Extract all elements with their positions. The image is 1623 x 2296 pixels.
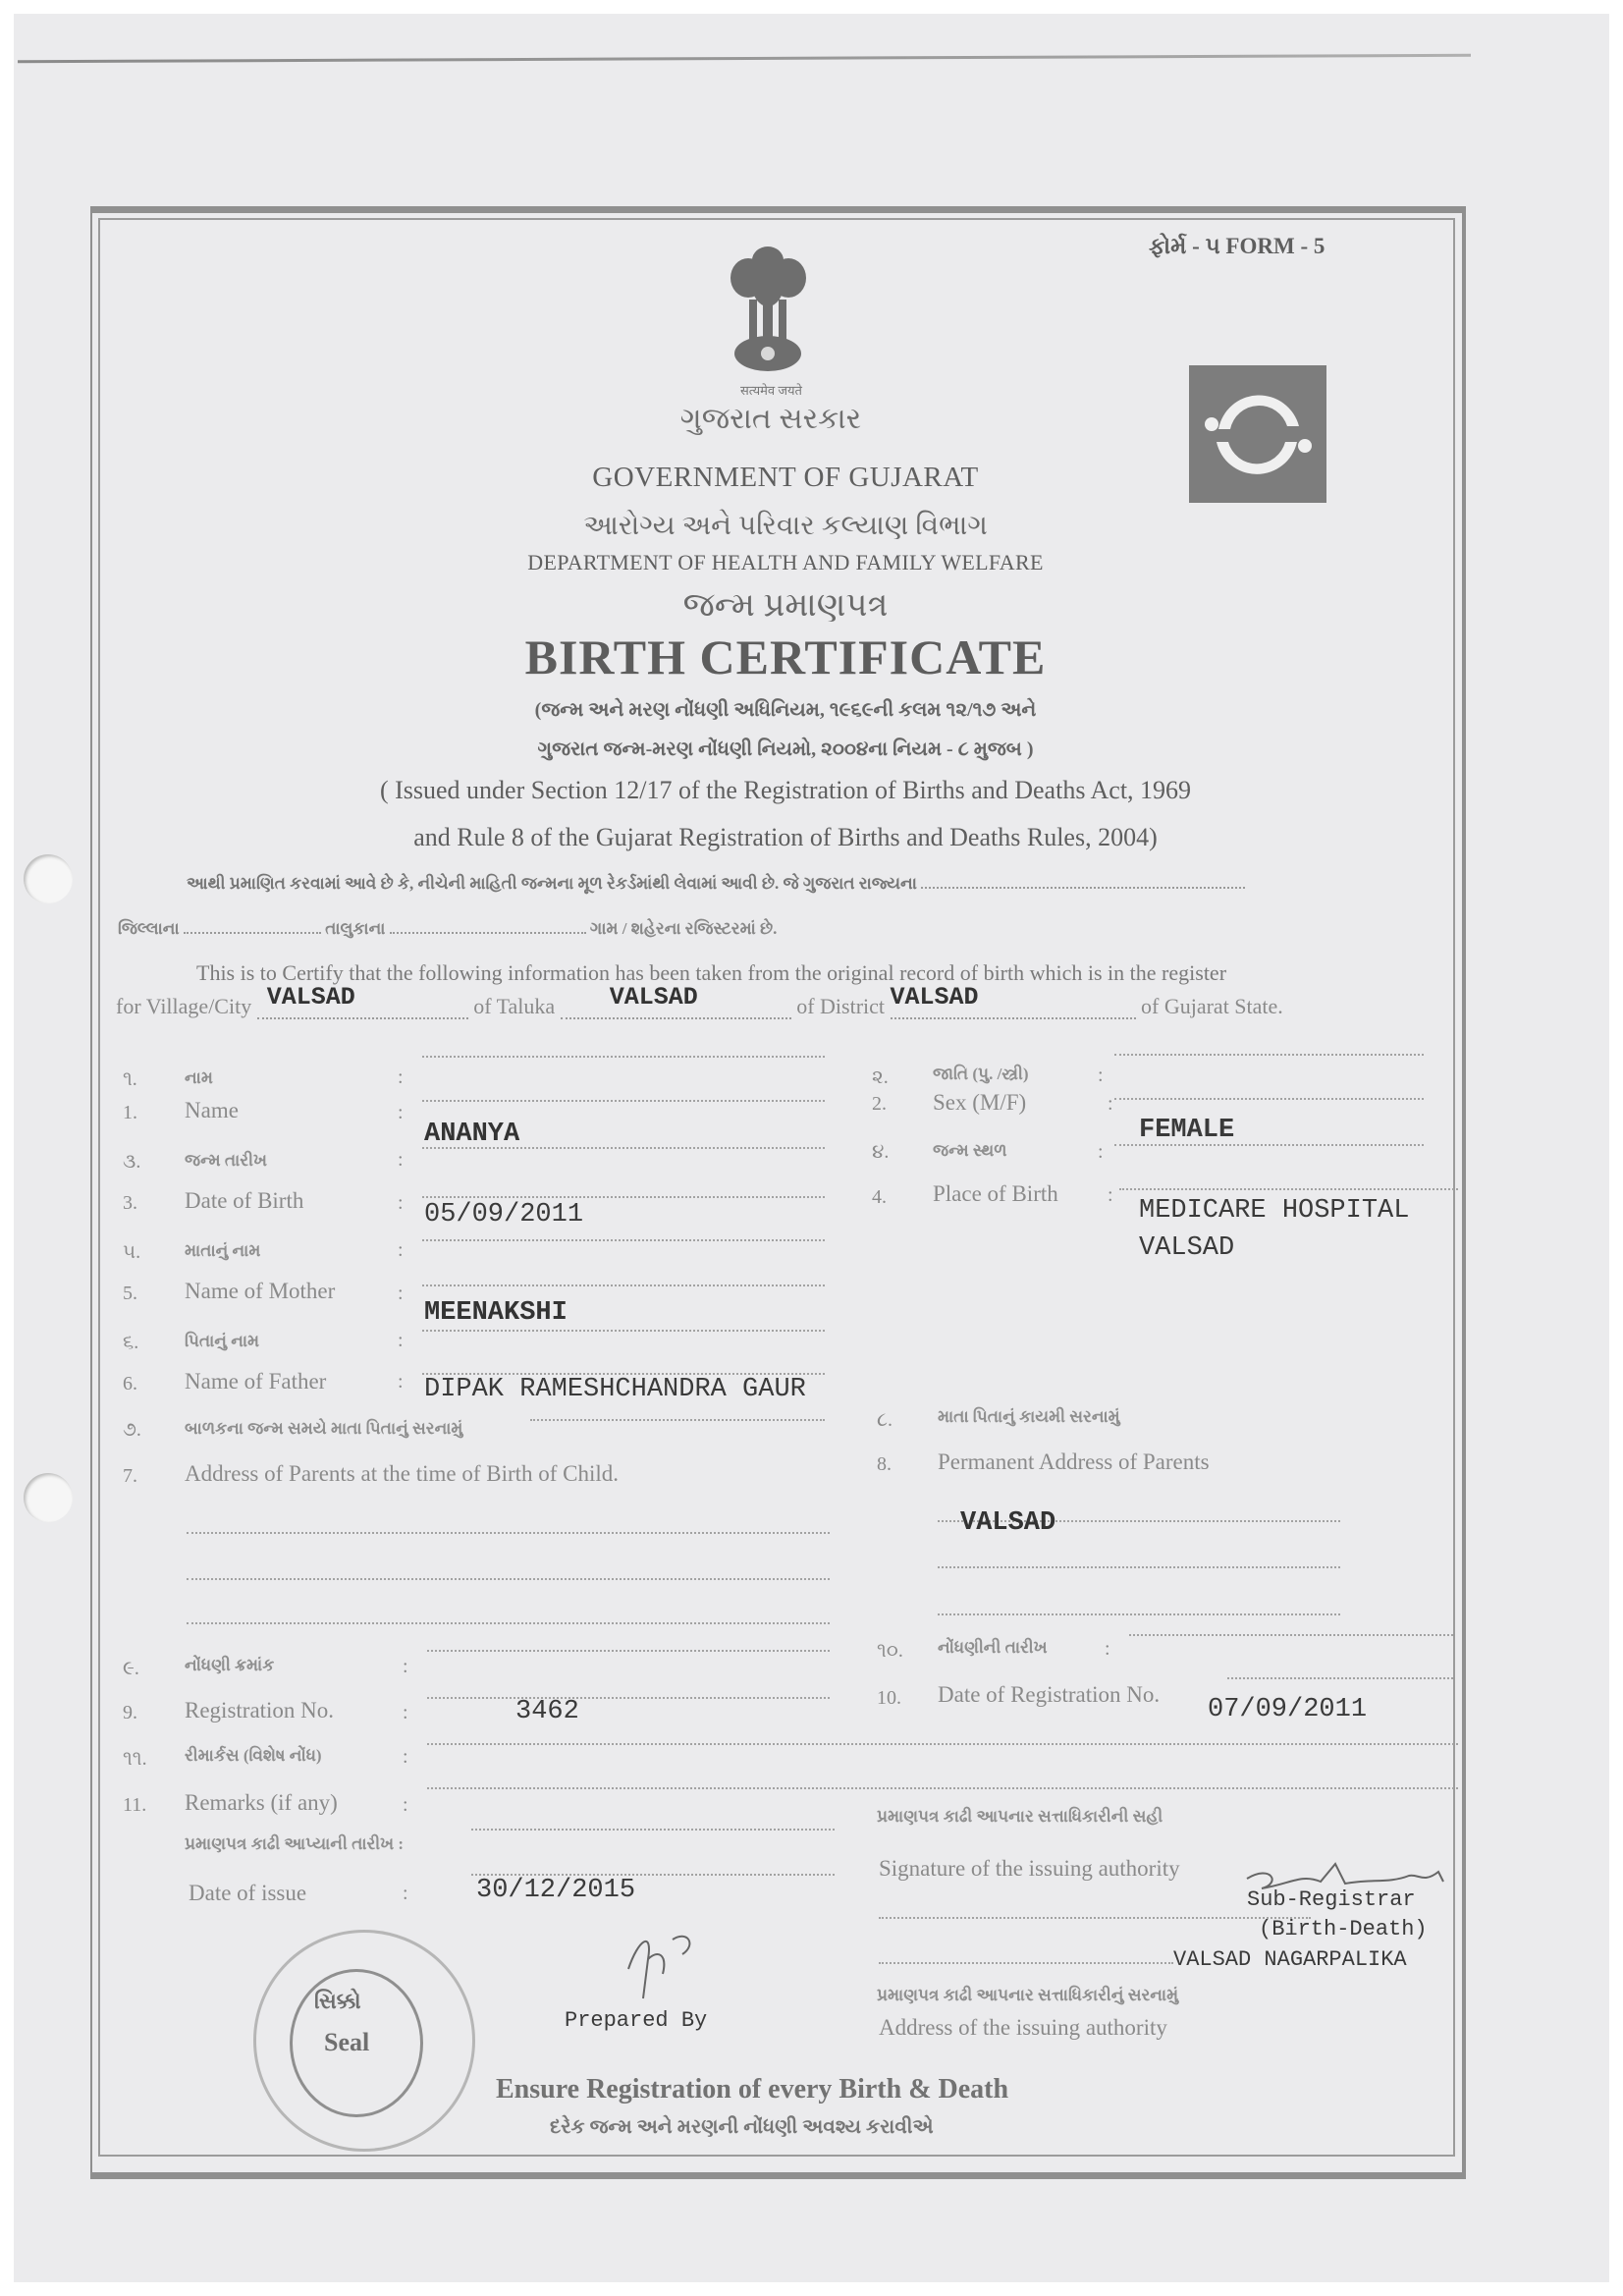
preparer-signature-icon [619,1920,707,2003]
address-perm-label: Permanent Address of Parents [938,1449,1210,1474]
district-field [890,983,1136,1019]
address-birth-label-gujarati: બાળકના જન્મ સમયે માતા પિતાનું સરનામું [185,1419,463,1438]
address-birth-label: Address of Parents at the time of Birth of Child. [185,1461,620,1486]
field-number: ૩. [123,1151,141,1173]
father-value: DIPAK RAMESHCHANDRA GAUR [424,1375,806,1404]
designation-line2: (Birth-Death) [1259,1917,1428,1941]
village-label: for Village/City [116,994,252,1018]
form-number: ફોર્મ - ૫ FORM - 5 [1149,234,1325,258]
issue-date-label-gujarati: પ્રમાણપત્ર કાઢી આપ્યાની તારીખ : [185,1834,405,1853]
title-gujarati: જન્મ પ્રમાણપત્ર [682,587,889,624]
state-label: of Gujarat State. [1141,994,1283,1018]
colon: : [1098,1141,1104,1163]
address-perm-value: VALSAD [960,1508,1056,1538]
colon: : [1108,1093,1113,1115]
colon: : [398,1371,404,1393]
mother-value: MEENAKSHI [424,1298,568,1328]
field-number: 6. [123,1373,137,1394]
dept-name-english: DEPARTMENT OF HEALTH AND FAMILY WELFARE [527,550,1044,574]
prepared-by-label: Prepared By [565,2008,708,2033]
place-value-line1: MEDICARE HOSPITAL [1139,1196,1410,1226]
field-number: ૯. [123,1658,139,1679]
colon: : [403,1656,408,1677]
punch-hole [24,1473,73,1522]
slogan-gujarati: દરેક જન્મ અને મરણની નોંધણી અવશ્ય કરાવીએ [550,2116,934,2138]
field-number: ૧. [123,1068,137,1090]
field-number: 4. [872,1186,887,1208]
district-label-gujarati: જિલ્લાના [118,919,180,938]
issuing-office: VALSAD NAGARPALIKA [1173,1947,1407,1972]
field-number: ૮. [877,1409,893,1431]
act-gujarati-line2: ગુજરાત જન્મ-મરણ નોંધણી નિયમો, ૨૦૦૪ના નિયમ - ૮ મુજબ ) [537,738,1034,760]
address-authority-label-gujarati: પ્રમાણપત્ર કાઢી આપનાર સત્તાધિકારીનું સરનામું [877,1986,1179,2004]
reg-date-label-gujarati: નોંધણીની તારીખ [938,1638,1048,1657]
colon: : [398,1192,404,1214]
dotted-line [938,1566,1340,1568]
dotted-line [1114,1144,1424,1146]
dotted-line [187,1532,830,1534]
dotted-line [1119,1188,1458,1190]
colon: : [398,1149,404,1171]
colon: : [403,1746,408,1768]
dotted-line [422,1239,825,1241]
certify-gujarati-line2 [118,919,777,939]
page-title: BIRTH CERTIFICATE [524,629,1047,684]
sex-label: Sex (M/F) [933,1090,1027,1115]
certify-english-line1: This is to Certify that the following information has been taken from the original record of birth which is in the register [196,960,1227,985]
colon: : [398,1066,404,1088]
act-gujarati-line1: (જન્મ અને મરણ નોંધણી અધિનિયમ, ૧૯૬૯ની કલમ ૧૨/૧૭ અને [534,699,1037,721]
dotted-line [422,1285,825,1286]
village-label-gujarati: ગામ / શહેરના રજિસ્ટરમાં છે. [589,919,778,938]
dotted-line [422,1056,825,1058]
field-number: 5. [123,1283,137,1304]
reg-no-label-gujarati: નોંધણી ક્રમાંક [185,1656,275,1674]
govt-name-english: GOVERNMENT OF GUJARAT [592,462,979,493]
reg-date-label: Date of Registration No. [938,1682,1161,1707]
seal-label: Seal [324,2028,370,2056]
field-number: 8. [877,1453,892,1475]
taluka-label: of Taluka [473,994,556,1018]
dotted-line [471,1829,835,1831]
national-emblem-icon [722,241,815,388]
dotted-line [427,1743,1458,1745]
field-number: 7. [123,1465,137,1487]
dob-value: 05/09/2011 [424,1200,584,1230]
address-perm-label-gujarati: માતા પિતાનું કાયમી સરનામું [938,1407,1120,1426]
certify-english-line2 [116,983,1283,1019]
reg-no-value: 3462 [515,1697,579,1726]
dotted-blank [921,877,1245,889]
emblem-motto: सत्यमेव जयते [740,383,802,398]
colon: : [403,1883,408,1904]
dotted-line [938,1613,1340,1615]
field-number: 3. [123,1192,137,1214]
field-number: 10. [877,1687,901,1709]
place-label-gujarati: જન્મ સ્થળ [933,1141,1007,1160]
mother-label: Name of Mother [185,1279,336,1303]
father-label: Name of Father [185,1369,327,1394]
dotted-blank [390,922,586,934]
remarks-label-gujarati: રીમાર્કસ (વિશેષ નોંધ) [185,1746,322,1765]
field-number: ૬. [123,1332,139,1353]
certify-gujarati-text: આથી પ્રમાણિત કરવામાં આવે છે કે, નીચેની માહિતી જન્મના મૂળ રેકર્ડમાંથી લેવામાં આવી છે. જે ગુજરાત રાજ્યના [187,874,917,893]
reg-date-value: 07/09/2011 [1208,1695,1368,1724]
reg-no-label: Registration No. [185,1698,335,1722]
colon: : [398,1283,404,1304]
colon: : [398,1330,404,1351]
dotted-line [530,1419,825,1421]
name-label-gujarati: નામ [185,1068,213,1087]
district-value: VALSAD [890,983,979,1011]
field-number: ૧૧. [123,1748,147,1770]
taluka-value: VALSAD [609,983,698,1011]
issue-date-value: 30/12/2015 [476,1876,636,1905]
dept-name-gujarati: આરોગ્ય અને પરિવાર કલ્યાણ વિભાગ [583,511,988,541]
colon: : [1105,1638,1110,1660]
colon: : [1108,1184,1113,1206]
field-number: ૪. [872,1141,890,1163]
field-number: ૫. [123,1241,141,1263]
dotted-line [187,1622,830,1624]
name-value: ANANYA [424,1120,520,1149]
signature-label-gujarati: પ્રમાણપત્ર કાઢી આપનાર સત્તાધિકારીની સહી [877,1807,1163,1826]
seal-label-gujarati: સિક્કો [314,1989,361,2013]
colon: : [1098,1065,1104,1086]
sex-label-gujarati: જાતિ (પુ. /સ્ત્રી) [933,1065,1029,1083]
dotted-line [1227,1677,1453,1679]
place-value-line2: VALSAD [1139,1233,1235,1263]
field-number: ૨. [872,1066,889,1088]
mother-label-gujarati: માતાનું નામ [185,1241,261,1260]
dotted-line [879,1917,1311,1919]
district-label: of District [796,994,886,1018]
issue-date-label: Date of issue [189,1881,307,1905]
act-english-line1: ( Issued under Section 12/17 of the Registration of Births and Deaths Act, 1969 [379,776,1192,804]
dotted-line [427,1697,830,1699]
dob-label-gujarati: જન્મ તારીખ [185,1151,267,1170]
village-value: VALSAD [266,983,355,1011]
field-number: 1. [123,1102,137,1123]
punch-hole [24,854,73,903]
village-field [257,983,468,1019]
address-authority-label: Address of the issuing authority [879,2015,1167,2040]
dotted-line [1114,1054,1424,1056]
dotted-line [427,1650,830,1652]
remarks-label: Remarks (if any) [185,1790,338,1815]
dotted-line [1129,1634,1453,1636]
colon: : [403,1702,408,1723]
field-number: 9. [123,1702,137,1723]
father-label-gujarati: પિતાનું નામ [185,1332,260,1350]
dotted-line [422,1100,825,1102]
dotted-line [879,1962,1173,1964]
govt-name-gujarati: ગુજરાત સરકાર [679,403,862,435]
designation-line1: Sub-Registrar [1247,1887,1416,1912]
taluka-field [561,983,791,1019]
dotted-line [427,1787,1458,1789]
field-number: ૧૦. [877,1640,903,1662]
dotted-line [422,1196,825,1198]
dotted-line [422,1330,825,1332]
sex-value: FEMALE [1139,1116,1235,1145]
field-number: 2. [872,1093,887,1115]
act-english-line2: and Rule 8 of the Gujarat Registration of Births and Deaths Rules, 2004) [413,823,1158,851]
slogan-english: Ensure Registration of every Birth & Death [496,2074,1009,2105]
dotted-line [1114,1098,1424,1100]
colon: : [403,1794,408,1816]
field-number: 11. [123,1794,147,1816]
dotted-line [187,1578,830,1580]
dotted-line [422,1147,825,1149]
dob-label: Date of Birth [185,1188,304,1213]
name-label: Name [185,1098,239,1122]
colon: : [398,1239,404,1261]
certify-gujarati-line1 [187,874,1245,894]
field-number: ૭. [123,1419,141,1441]
signature-label: Signature of the issuing authority [879,1856,1180,1881]
colon: : [398,1102,404,1123]
dotted-blank [184,922,321,934]
place-label: Place of Birth [933,1181,1058,1206]
taluka-label-gujarati: તાલુકાના [325,919,386,938]
